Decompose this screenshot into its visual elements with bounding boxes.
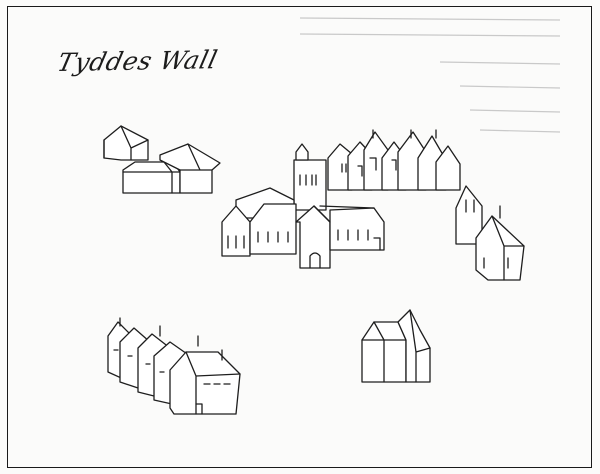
map-title: Tyddes Wall bbox=[54, 45, 221, 77]
cottage-group-northwest bbox=[104, 126, 220, 193]
row-houses-north bbox=[328, 130, 460, 190]
barn-southeast bbox=[362, 310, 430, 382]
houses-east bbox=[456, 186, 524, 280]
terrace-southwest bbox=[108, 318, 240, 414]
show-through-marks bbox=[300, 18, 560, 132]
